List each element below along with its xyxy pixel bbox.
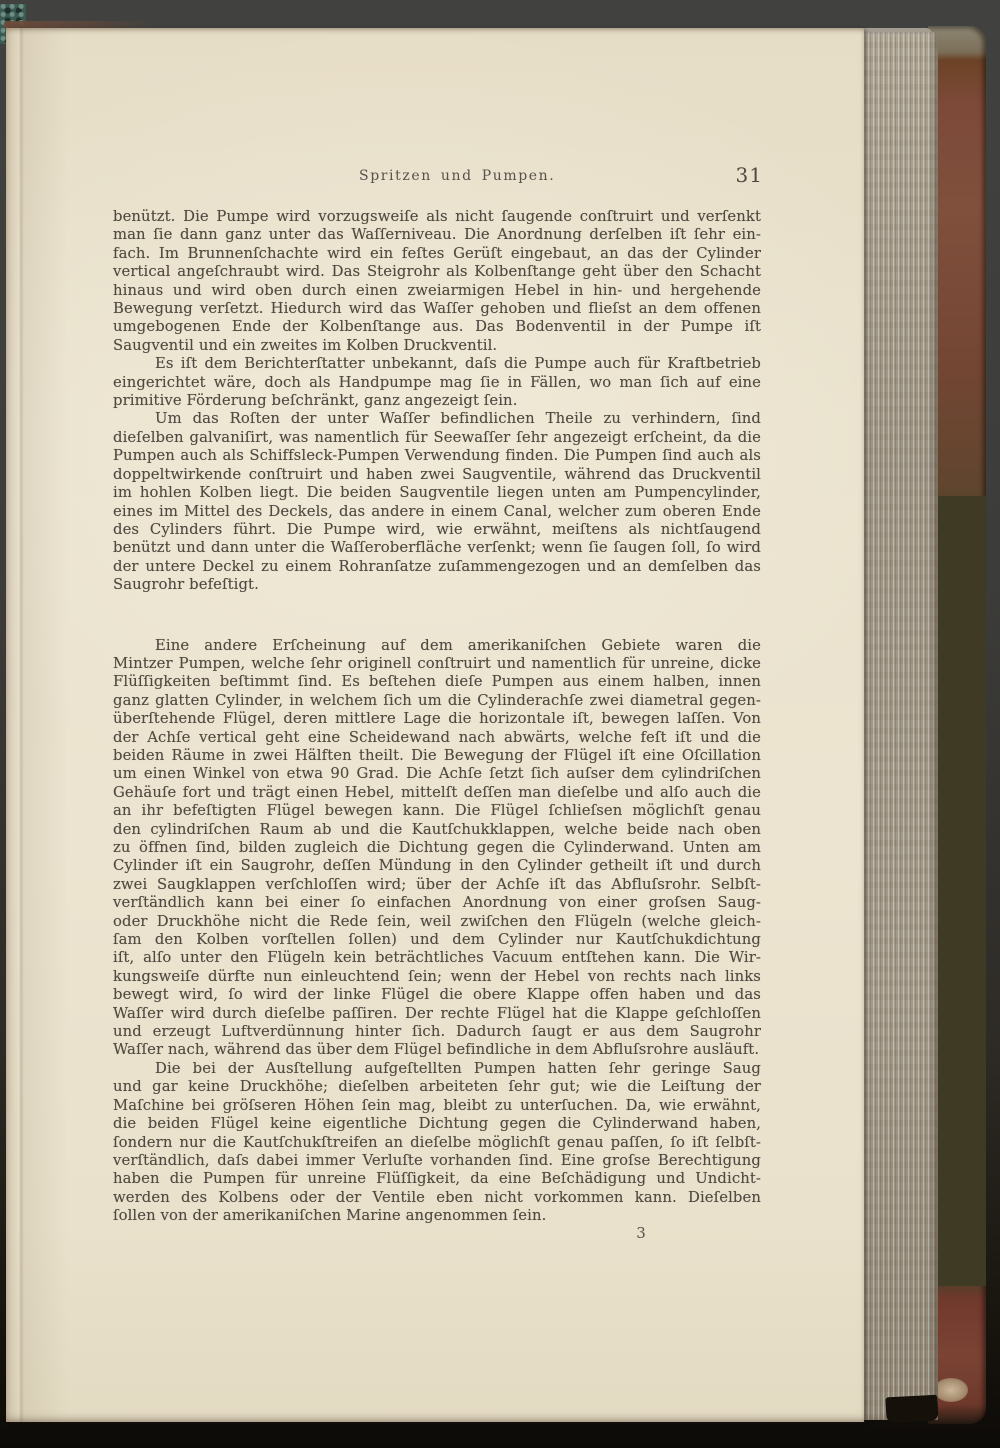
text-line: im hohlen Kolben liegt. Die beiden Saugventile liegen unten am Pumpencylinder, [113,484,761,502]
text-line: oder Druckhöhe nicht die Rede ſein, weil zwiſchen den Flügeln (welche gleich- [113,912,761,930]
text-line: Flüſſigkeiten beſtimmt ſind. Es beſtehen dieſe Pumpen aus einem halben, innen [113,673,761,691]
paragraph [113,637,761,1060]
text-line: vertical angeſchraubt wird. Das Steigrohr als Kolbenſtange geht über den Schacht [113,263,761,281]
text-line: Cylinder iſt ein Saugrohr, deſſen Mündung in den Cylinder getheilt iſt und durch [113,857,761,875]
text-line: eingerichtet wäre, doch als Handpumpe mag ſie in Fällen, wo man ſich auf eine [113,373,761,391]
text-line: ſollen von der amerikaniſchen Marine angenommen ſein. [113,1207,547,1225]
text-line: verſtändlich kann bei einer ſo einfachen Anordnung von einer groſsen Saug- [113,894,761,912]
text-line: Waſſer wird durch dieſelbe paſſiren. Der rechte Flügel hat die Klappe geſchloſſen [113,1004,761,1022]
running-header-title: Spritzen und Pumpen. [359,168,556,184]
text-line: Bewegung verſetzt. Hiedurch wird das Waſſer gehoben und flieſst an dem offenen [113,300,761,318]
text-line: und erzeugt Luftverdünnung hinter ſich. Dadurch ſaugt er aus dem Saugrohr [113,1023,761,1041]
text-line: zwei Saugklappen verſchloſſen wird; über der Achſe iſt das Abfluſsrohr. Selbſt- [113,875,761,893]
paragraph [113,208,761,355]
text-line: Eine andere Erſcheinung auf dem amerikaniſchen Gebiete waren die [155,636,761,654]
text-line: um einen Winkel von etwa 90 Grad. Die Achſe ſetzt ſich auſser dem cylindriſchen [113,765,761,783]
book-page [6,28,864,1422]
text-line: dieſelben galvaniſirt, was namentlich für Seewaſſer ſehr angezeigt erſcheint, da die [113,428,761,446]
text-line: Mintzer Pumpen, welche ſehr originell conſtruirt und namentlich für unreine, dicke [113,654,761,672]
text-line: umgebogenen Ende der Kolbenſtange aus. Das Bodenventil in der Pumpe iſt [113,318,761,336]
text-line: Die bei der Ausſtellung aufgeſtellten Pumpen hatten ſehr geringe Saug [155,1059,761,1077]
text-line: primitive Förderung beſchränkt, ganz angezeigt ſein. [113,392,518,410]
text-line: die beiden Flügel keine eigentliche Dichtung gegen die Cylinderwand haben, [113,1115,761,1133]
running-header [113,163,765,193]
text-line: Es iſt dem Berichterſtatter unbekannt, daſs die Pumpe auch für Kraftbetrieb [155,355,761,373]
text-line: des Cylinders führt. Die Pumpe wird, wie erwähnt, meiſtens als nichtſaugend [113,520,761,538]
text-line: der untere Deckel zu einem Rohranſatze zuſammengezogen und an demſelben das [113,557,761,575]
paragraph [113,355,761,410]
book-page-edges [858,32,938,1420]
text-block [113,208,761,1226]
text-line: haben die Pumpen für unreine Flüſſigkeit, da eine Beſchädigung und Undicht- [113,1170,761,1188]
paragraph [113,410,761,594]
text-line: werden des Kolbens oder der Ventile eben nicht vorkommen kann. Dieſelben [113,1188,761,1206]
text-line: ſondern nur die Kautſchukſtreifen an dieſelbe möglichſt genau paſſen, ſo iſt ſelbſt- [113,1133,761,1151]
text-line: Um das Roſten der unter Waſſer befindlichen Theile zu verhindern, ſind [155,410,761,428]
paragraph [113,1060,761,1226]
text-line: überſtehende Flügel, deren mittlere Lage die horizontale iſt, bewegen laſſen. Von [113,710,761,728]
cover-wear-spot [934,1378,968,1402]
text-line: kungsweiſe dürfte nun einleuchtend ſein; wenn der Hebel von rechts nach links [113,967,761,985]
text-line: iſt, alſo unter den Flügeln kein beträchtliches Vacuum entſtehen kann. Die Wir- [113,949,761,967]
text-line: Saugventil und ein zweites im Kolben Druckventil. [113,336,498,354]
text-line: hinaus und wird oben durch einen zweiarmigen Hebel in hin- und hergehende [113,281,761,299]
text-line: zu öffnen ſind, bilden zugleich die Dichtung gegen die Cylinderwand. Unten am [113,839,761,856]
text-line: beiden Räume in zwei Hälften theilt. Die Bewegung der Flügel iſt eine Oſcillation [113,746,761,764]
book-bottom-damage [885,1395,938,1424]
text-line: der Achſe vertical geht eine Scheidewand nach abwärts, welche feſt iſt und die [113,728,761,746]
text-line: benützt. Die Pumpe wird vorzugsweiſe als nicht ſaugende conſtruirt und verſenkt [113,208,761,225]
text-line: an ihr befeſtigten Flügel bewegen kann. Die Flügel ſchlieſsen möglichſt genau [113,802,761,820]
text-line: verſtändlich, daſs dabei immer Verluſte vorhanden ſind. Eine groſse Berechtigung [113,1151,761,1169]
text-line: Saugrohr befeſtigt. [113,576,259,594]
text-line: Maſchine bei gröſseren Höhen ſein mag, bleibt zu unterſuchen. Da, wie erwähnt, [113,1096,761,1114]
text-line: Gehäuſe fort und trägt einen Hebel, mittelſt deſſen man dieſelbe und alſo auch die [113,783,761,801]
text-line: eines im Mittel des Deckels, das andere in einem Canal, welcher zum oberen Ende [113,502,761,520]
text-line: Waſſer nach, während das über dem Flügel befindliche in dem Abfluſsrohre ausläuft. [113,1041,760,1059]
text-line: Pumpen auch als Schiffsleck-Pumpen Verwendung finden. Die Pumpen ſind auch als [113,447,761,465]
signature-mark: 3 [636,1224,646,1242]
page-gutter-shadow [6,28,76,1422]
text-line: doppeltwirkende conſtruirt und haben zwei Saugventile, während das Druckventil [113,465,761,483]
text-line: man ſie dann ganz unter das Waſſerniveau. Die Anordnung derſelben iſt ſehr ein- [113,226,761,244]
text-line: benützt und dann unter die Waſſeroberfläche verſenkt; wenn ſie ſaugen ſoll, ſo wird [113,539,761,557]
text-line: fach. Im Brunnenſchachte wird ein feſtes Gerüſt eingebaut, an das der Cylinder [113,244,761,262]
text-line: den cylindriſchen Raum ab und die Kautſchukklappen, welche beide nach oben [113,820,761,838]
text-line: ganz glatten Cylinder, in welchem ſich um die Cylinderachſe zwei diametral gegen- [113,691,761,709]
text-line: bewegt wird, ſo wird der linke Flügel die obere Klappe offen haben und das [113,986,761,1004]
page-number: 31 [735,163,763,187]
text-line: ſam den Kolben vorſtellen ſollen) und dem Cylinder nur Kautſchukdichtung [113,931,761,949]
text-line: und gar keine Druckhöhe; dieſelben arbeiteten ſehr gut; wie die Leiſtung der [113,1078,761,1096]
